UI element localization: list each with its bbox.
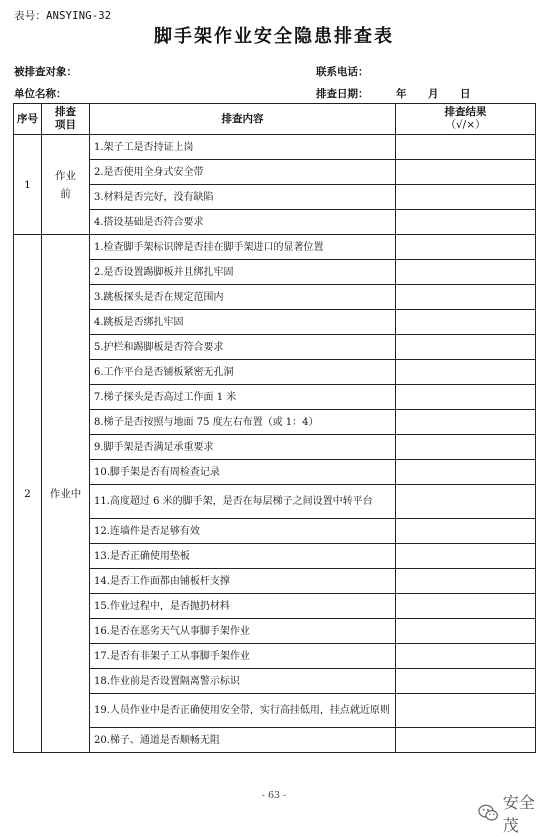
- group-phase-label: 作业前: [55, 169, 76, 200]
- check-item: 3.材料是否完好，没有缺陷: [90, 185, 396, 210]
- result-cell[interactable]: [396, 519, 536, 544]
- check-item: 4.搭设基础是否符合要求: [90, 210, 396, 235]
- table-row: [14, 569, 536, 594]
- result-cell[interactable]: [396, 694, 536, 728]
- result-cell[interactable]: [396, 310, 536, 335]
- table-row: [14, 644, 536, 669]
- result-cell[interactable]: [396, 728, 536, 753]
- check-item: 5.护栏和踢脚板是否符合要求: [90, 335, 396, 360]
- result-cell[interactable]: [396, 460, 536, 485]
- result-cell[interactable]: [396, 485, 536, 519]
- result-cell[interactable]: [396, 669, 536, 694]
- result-cell[interactable]: [396, 260, 536, 285]
- date-day: 日: [460, 88, 471, 100]
- table-row: [14, 235, 536, 260]
- group-seq: 1: [14, 135, 42, 235]
- inspection-date-label: 排查日期：: [316, 88, 369, 100]
- result-cell[interactable]: [396, 385, 536, 410]
- header-seq: 序号: [14, 104, 42, 135]
- check-item: 17.是否有非架子工从事脚手架作业: [90, 644, 396, 669]
- check-item: 2.是否设置踢脚板并且绑扎牢固: [90, 260, 396, 285]
- check-item: 7.梯子探头是否高过工作面 1 米: [90, 385, 396, 410]
- table-row: [14, 485, 536, 519]
- check-item: 1.检查脚手架标识牌是否挂在脚手架进口的显著位置: [90, 235, 396, 260]
- check-item: 20.梯子、通道是否顺畅无阻: [90, 728, 396, 753]
- table-row: [14, 594, 536, 619]
- group-seq: 2: [14, 235, 42, 753]
- table-row: [14, 519, 536, 544]
- header-content: 排查内容: [90, 104, 396, 135]
- table-row: [14, 669, 536, 694]
- page-title: 脚手架作业安全隐患排查表: [154, 26, 394, 47]
- table-row: [14, 410, 536, 435]
- table-row: [14, 435, 536, 460]
- table-row: [14, 310, 536, 335]
- check-item: 15.作业过程中，是否抛扔材料: [90, 594, 396, 619]
- result-cell[interactable]: [396, 235, 536, 260]
- contact-phone-label: 联系电话：: [316, 66, 369, 78]
- watermark: [478, 793, 548, 835]
- inspected-target-label: 被排查对象：: [14, 66, 77, 78]
- table-body: [14, 135, 536, 753]
- check-item: 3.跳板探头是否在规定范围内: [90, 285, 396, 310]
- table-row: [14, 260, 536, 285]
- group-phase: [42, 135, 90, 235]
- result-cell[interactable]: [396, 285, 536, 310]
- result-cell[interactable]: [396, 360, 536, 385]
- form-number: 表号：ANSYING-32: [14, 10, 112, 22]
- result-cell[interactable]: [396, 619, 536, 644]
- watermark-text: 安全茂: [502, 793, 535, 835]
- group-phase: [42, 235, 90, 753]
- result-cell[interactable]: [396, 135, 536, 160]
- check-item: 11.高度超过 6 米的脚手架，是否在每层梯子之间设置中转平台: [90, 485, 396, 519]
- result-cell[interactable]: [396, 435, 536, 460]
- header-result: 排查结果 （√/×）: [396, 104, 536, 135]
- table-row: [14, 135, 536, 160]
- table-row: [14, 619, 536, 644]
- date-year: 年: [396, 88, 407, 100]
- check-item: 6.工作平台是否铺板紧密无孔洞: [90, 360, 396, 385]
- result-cell[interactable]: [396, 410, 536, 435]
- check-item: 16.是否在恶劣天气从事脚手架作业: [90, 619, 396, 644]
- result-cell[interactable]: [396, 335, 536, 360]
- result-cell[interactable]: [396, 210, 536, 235]
- table-row: [14, 694, 536, 728]
- result-cell[interactable]: [396, 160, 536, 185]
- check-item: 13.是否正确使用垫板: [90, 544, 396, 569]
- inspection-table: [13, 103, 536, 753]
- table-row: [14, 210, 536, 235]
- table-row: [14, 728, 536, 753]
- header-result-sub: （√/×）: [445, 119, 486, 131]
- check-item: 2.是否使用全身式安全带: [90, 160, 396, 185]
- table-row: [14, 544, 536, 569]
- check-item: 9.脚手架是否满足承重要求: [90, 435, 396, 460]
- unit-name-label: 单位名称：: [14, 88, 67, 100]
- result-cell[interactable]: [396, 594, 536, 619]
- table-row: [14, 385, 536, 410]
- page-number: - 63 -: [261, 790, 287, 801]
- check-item: 1.架子工是否持证上岗: [90, 135, 396, 160]
- group-phase-label: 作业中: [49, 487, 82, 500]
- table-header-row: [14, 104, 536, 135]
- table-row: [14, 160, 536, 185]
- result-cell[interactable]: [396, 644, 536, 669]
- check-item: 14.是否工作面都由铺板杆支撑: [90, 569, 396, 594]
- check-item: 10.脚手架是否有周检查记录: [90, 460, 396, 485]
- result-cell[interactable]: [396, 544, 536, 569]
- table-row: [14, 460, 536, 485]
- check-item: 12.连墙件是否足够有效: [90, 519, 396, 544]
- table-row: [14, 360, 536, 385]
- check-item: 8.梯子是否按照与地面 75 度左右布置（或 1：4）: [90, 410, 396, 435]
- table-row: [14, 285, 536, 310]
- header-phase: 排查项目: [42, 104, 90, 135]
- check-item: 19.人员作业中是否正确使用安全带，实行高挂低用，挂点就近原则: [90, 694, 396, 728]
- check-item: 18.作业前是否设置隔离警示标识: [90, 669, 396, 694]
- result-cell[interactable]: [396, 569, 536, 594]
- result-cell[interactable]: [396, 185, 536, 210]
- check-item: 4.跳板是否绑扎牢固: [90, 310, 396, 335]
- date-month: 月: [428, 88, 439, 100]
- wechat-icon: [478, 803, 499, 823]
- table-row: [14, 185, 536, 210]
- table-row: [14, 335, 536, 360]
